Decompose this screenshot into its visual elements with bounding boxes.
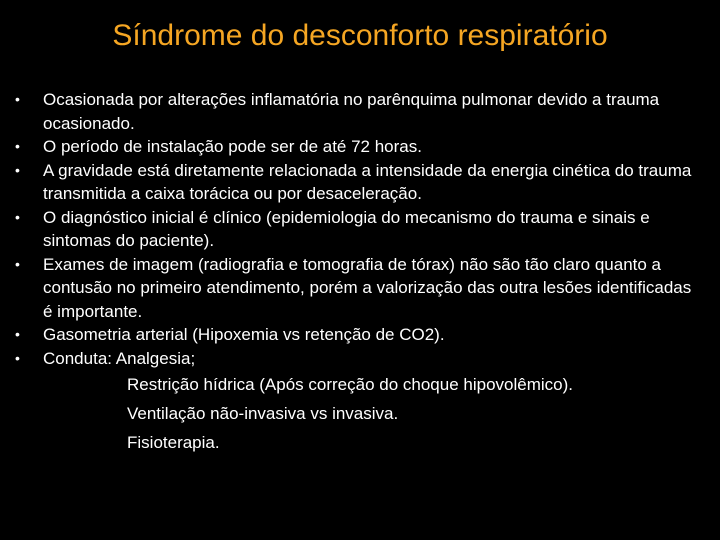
bullet-item — [0, 88, 720, 135]
bullet-dot-icon: • — [15, 91, 20, 107]
bullet-dot-icon: • — [15, 208, 20, 225]
bullet-list — [0, 88, 720, 457]
bullet-text: Conduta: Analgesia; — [43, 348, 196, 368]
bullet-text: O período de instalação pode ser de até 72 horas. — [43, 137, 422, 156]
bullet-dot-icon: • — [15, 326, 20, 342]
bullet-item — [0, 135, 720, 159]
bullet-text: Ocasionada por alterações inflamatória no parênquima pulmonar devido a trauma ocasionado. — [43, 90, 660, 133]
bullet-text: A gravidade está diretamente relacionada a intensidade da energia cinética do trauma transmitida a caixa torácica ou por desaceleração. — [43, 160, 692, 203]
bullet-item — [0, 253, 720, 324]
conduta-subline: Fisioterapia. — [127, 433, 220, 452]
bullet-text: Exames de imagem (radiografia e tomografia de tórax) não são tão claro quanto a contusão no primeiro atendimento, porém a valorização das outra lesões identificadas é importante. — [43, 254, 692, 321]
bullet-item-conduta — [0, 347, 720, 458]
bullet-item — [0, 159, 720, 206]
conduta-subline: Restrição hídrica (Após correção do choque hipovolêmico). — [127, 375, 574, 394]
bullet-item — [0, 323, 720, 347]
bullet-dot-icon: • — [15, 255, 20, 272]
conduta-sublist — [43, 370, 700, 457]
bullet-item — [0, 206, 720, 253]
conduta-subline: Ventilação não-invasiva vs invasiva. — [127, 404, 399, 423]
bullet-text: O diagnóstico inicial é clínico (epidemiologia do mecanismo do trauma e sinais e sintomas do paciente). — [43, 207, 650, 250]
bullet-dot-icon: • — [15, 138, 20, 154]
bullet-text: Gasometria arterial (Hipoxemia vs retenção de CO2). — [43, 325, 445, 344]
slide-title: Síndrome do desconforto respiratório — [112, 19, 608, 52]
bullet-dot-icon: • — [15, 349, 20, 366]
bullet-dot-icon: • — [15, 161, 20, 178]
